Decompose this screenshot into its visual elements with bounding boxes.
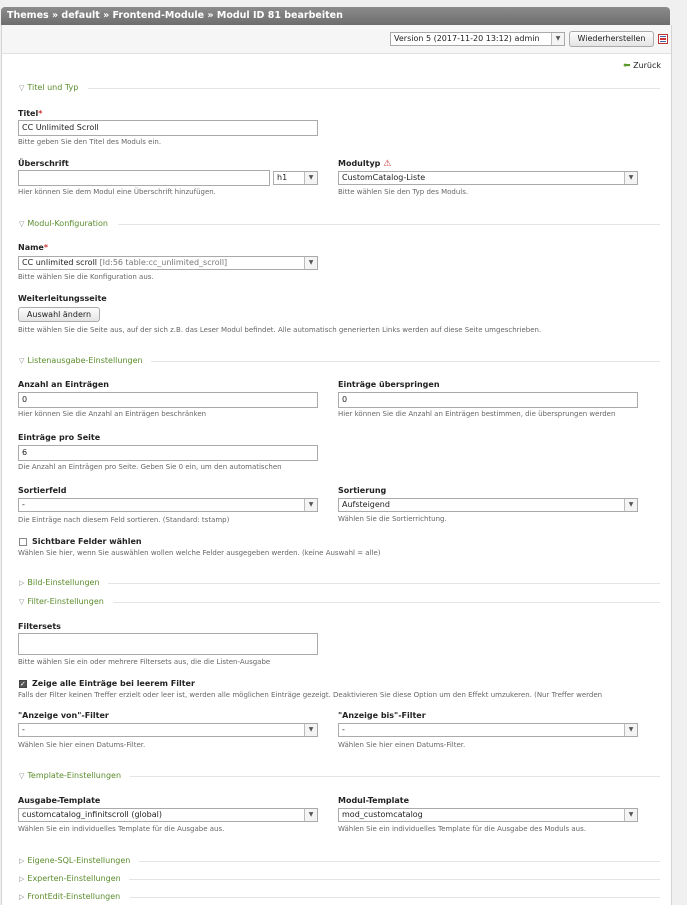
collapsed-icon: ▷ xyxy=(19,857,25,865)
sichtbare-felder-checkbox[interactable] xyxy=(19,538,27,546)
section-label: FrontEdit-Einstellungen xyxy=(27,892,121,901)
chevron-down-icon: ▼ xyxy=(624,499,637,511)
anzeige-von-value: - xyxy=(22,725,25,734)
name-label: Name* xyxy=(18,243,49,252)
divider xyxy=(118,224,660,225)
anzeige-bis-select[interactable] xyxy=(338,723,638,737)
titel-label: Titel* xyxy=(18,109,43,118)
ueberschrift-level-select[interactable] xyxy=(273,171,318,185)
anzahl-help: Hier können Sie die Anzahl an Einträgen beschränken xyxy=(18,410,207,418)
chevron-down-icon: ▼ xyxy=(304,724,317,736)
modul-template-value: mod_customcatalog xyxy=(342,810,423,819)
anzahl-input[interactable]: 0 xyxy=(18,392,318,408)
ueberschrift-help: Hier können Sie dem Modul eine Überschrift hinzufügen. xyxy=(18,188,216,196)
section-template[interactable] xyxy=(19,770,121,782)
pro-seite-input[interactable]: 6 xyxy=(18,445,318,461)
name-value: CC unlimited scroll xyxy=(22,258,98,267)
back-link[interactable] xyxy=(623,60,661,72)
ausgabe-template-value: customcatalog_infinitscroll (global) xyxy=(22,810,162,819)
sortierfeld-value: - xyxy=(22,500,25,509)
collapsed-icon: ▷ xyxy=(19,579,25,587)
expanded-icon: ▽ xyxy=(19,357,25,365)
chevron-down-icon: ▼ xyxy=(624,172,637,184)
section-listenausgabe[interactable] xyxy=(19,355,143,367)
expanded-icon: ▽ xyxy=(19,772,25,780)
chevron-down-icon: ▼ xyxy=(304,257,317,269)
divider xyxy=(151,361,660,362)
section-label: Bild-Einstellungen xyxy=(27,578,100,587)
section-label: Listenausgabe-Einstellungen xyxy=(27,356,143,365)
anzeige-bis-value: - xyxy=(342,725,345,734)
section-label: Modul-Konfiguration xyxy=(27,219,108,228)
anzeige-von-label: "Anzeige von"-Filter xyxy=(18,711,109,720)
ausgabe-template-label: Ausgabe-Template xyxy=(18,796,101,805)
breadcrumb-title: Themes » default » Frontend-Module » Modul ID 81 bearbeiten xyxy=(1,7,670,25)
warning-icon: ⚠ xyxy=(383,159,392,169)
section-label: Eigene-SQL-Einstellungen xyxy=(27,856,131,865)
chevron-down-icon: ▼ xyxy=(624,724,637,736)
filtersets-label: Filtersets xyxy=(18,622,61,631)
ausgabe-template-select[interactable] xyxy=(18,808,318,822)
modul-template-select[interactable] xyxy=(338,808,638,822)
sortierung-help: Wählen Sie die Sortierrichtung. xyxy=(338,515,447,523)
section-label: Filter-Einstellungen xyxy=(27,597,104,606)
back-label: Zurück xyxy=(633,61,662,70)
pro-seite-label: Einträge pro Seite xyxy=(18,433,101,442)
name-meta: [Id:56 table:cc_unlimited_scroll] xyxy=(99,258,228,267)
expanded-icon: ▽ xyxy=(19,220,25,228)
ueberschrift-input[interactable] xyxy=(18,170,270,186)
divider xyxy=(88,88,660,89)
weiterleitung-help: Bitte wählen Sie die Seite aus, auf der sich z.B. das Leser Modul befindet. Alle automatisch generierten Links werden auf diese Seite umgeschrieben. xyxy=(18,326,542,334)
modultyp-label: Modultyp ⚠ xyxy=(338,159,392,169)
section-bild[interactable] xyxy=(19,577,100,589)
section-frontedit[interactable] xyxy=(19,891,120,903)
sortierung-select[interactable] xyxy=(338,498,638,512)
chevron-down-icon: ▼ xyxy=(624,809,637,821)
modul-template-label: Modul-Template xyxy=(338,796,410,805)
anzeige-von-select[interactable] xyxy=(18,723,318,737)
anzeige-bis-help: Wählen Sie hier einen Datums-Filter. xyxy=(338,741,466,749)
zeige-alle-help: Falls der Filter keinen Treffer erzielt oder leer ist, werden alle möglichen Einträge gezeigt. Deaktivieren Sie diese Option um den Effekt umzukeren. (Nur Treffer werden xyxy=(18,691,603,699)
expanded-icon: ▽ xyxy=(19,84,25,92)
section-modul-konfig[interactable] xyxy=(19,218,108,230)
collapsed-icon: ▷ xyxy=(19,875,25,883)
sortierung-value: Aufsteigend xyxy=(342,500,390,509)
divider xyxy=(130,776,660,777)
section-label: Experten-Einstellungen xyxy=(27,874,121,883)
version-select[interactable] xyxy=(390,32,565,46)
titel-help: Bitte geben Sie den Titel des Moduls ein. xyxy=(18,138,162,146)
sortierfeld-label: Sortierfeld xyxy=(18,486,67,495)
sortierung-label: Sortierung xyxy=(338,486,387,495)
divider xyxy=(139,861,660,862)
expanded-icon: ▽ xyxy=(19,598,25,606)
divider xyxy=(113,602,660,603)
sortierfeld-select[interactable] xyxy=(18,498,318,512)
modultyp-help: Bitte wählen Sie den Typ des Moduls. xyxy=(338,188,469,196)
divider xyxy=(129,879,660,880)
back-arrow-icon: ⬅ xyxy=(623,61,631,71)
divider xyxy=(108,583,660,584)
modultyp-value: CustomCatalog-Liste xyxy=(342,173,426,182)
anzeige-von-help: Wählen Sie hier einen Datums-Filter. xyxy=(18,741,146,749)
section-filter[interactable] xyxy=(19,596,104,608)
zeige-alle-checkbox[interactable] xyxy=(19,680,27,688)
modultyp-select[interactable] xyxy=(338,171,638,185)
auswahl-aendern-button[interactable]: Auswahl ändern xyxy=(18,307,100,322)
anzeige-bis-label: "Anzeige bis"-Filter xyxy=(338,711,426,720)
sichtbare-help: Wählen Sie hier, wenn Sie auswählen wollen welche Felder ausgegeben werden. (keine Auswahl = alle) xyxy=(18,549,381,557)
modul-template-help: Wählen Sie ein individuelles Template für die Ausgabe des Moduls aus. xyxy=(338,825,586,833)
name-select[interactable] xyxy=(18,256,318,270)
section-titel-typ[interactable] xyxy=(19,82,78,94)
edit-panel xyxy=(1,25,672,905)
chevron-down-icon: ▼ xyxy=(304,499,317,511)
ueberspringen-label: Einträge überspringen xyxy=(338,380,440,389)
zeige-alle-label: Zeige alle Einträge bei leerem Filter xyxy=(32,679,195,688)
version-bar xyxy=(2,25,671,54)
weiterleitung-label: Weiterleitungsseite xyxy=(18,294,107,303)
chevron-down-icon: ▼ xyxy=(551,33,564,45)
version-select-value: Version 5 (2017-11-20 13:12) admin xyxy=(394,34,540,43)
ueberschrift-label: Überschrift xyxy=(18,159,69,168)
filtersets-help: Bitte wählen Sie ein oder mehrere Filtersets aus, die die Listen-Ausgabe xyxy=(18,658,271,666)
diff-icon[interactable] xyxy=(658,34,668,44)
ausgabe-template-help: Wählen Sie ein individuelles Template für die Ausgabe aus. xyxy=(18,825,225,833)
collapsed-icon: ▷ xyxy=(19,893,25,901)
chevron-down-icon: ▼ xyxy=(304,809,317,821)
sortierfeld-help: Die Einträge nach diesem Feld sortieren. (Standard: tstamp) xyxy=(18,516,230,524)
level-value: h1 xyxy=(277,173,288,182)
section-experten[interactable] xyxy=(19,873,121,885)
section-label: Template-Einstellungen xyxy=(27,771,122,780)
titel-input[interactable]: CC Unlimited Scroll xyxy=(18,120,318,136)
name-help: Bitte wählen Sie die Konfiguration aus. xyxy=(18,273,154,281)
chevron-down-icon: ▼ xyxy=(304,172,317,184)
anzahl-label: Anzahl an Einträgen xyxy=(18,380,109,389)
divider xyxy=(130,897,660,898)
sichtbare-label: Sichtbare Felder wählen xyxy=(32,537,142,546)
filtersets-input[interactable] xyxy=(18,633,318,655)
section-label: Titel und Typ xyxy=(27,83,79,92)
pro-seite-help: Die Anzahl an Einträgen pro Seite. Geben Sie 0 ein, um den automatischen xyxy=(18,463,282,471)
ueberspringen-help: Hier können Sie die Anzahl an Einträgen bestimmen, die übersprungen werden xyxy=(338,410,616,418)
restore-button[interactable]: Wiederherstellen xyxy=(569,31,654,47)
section-sql[interactable] xyxy=(19,855,130,867)
ueberspringen-input[interactable]: 0 xyxy=(338,392,638,408)
